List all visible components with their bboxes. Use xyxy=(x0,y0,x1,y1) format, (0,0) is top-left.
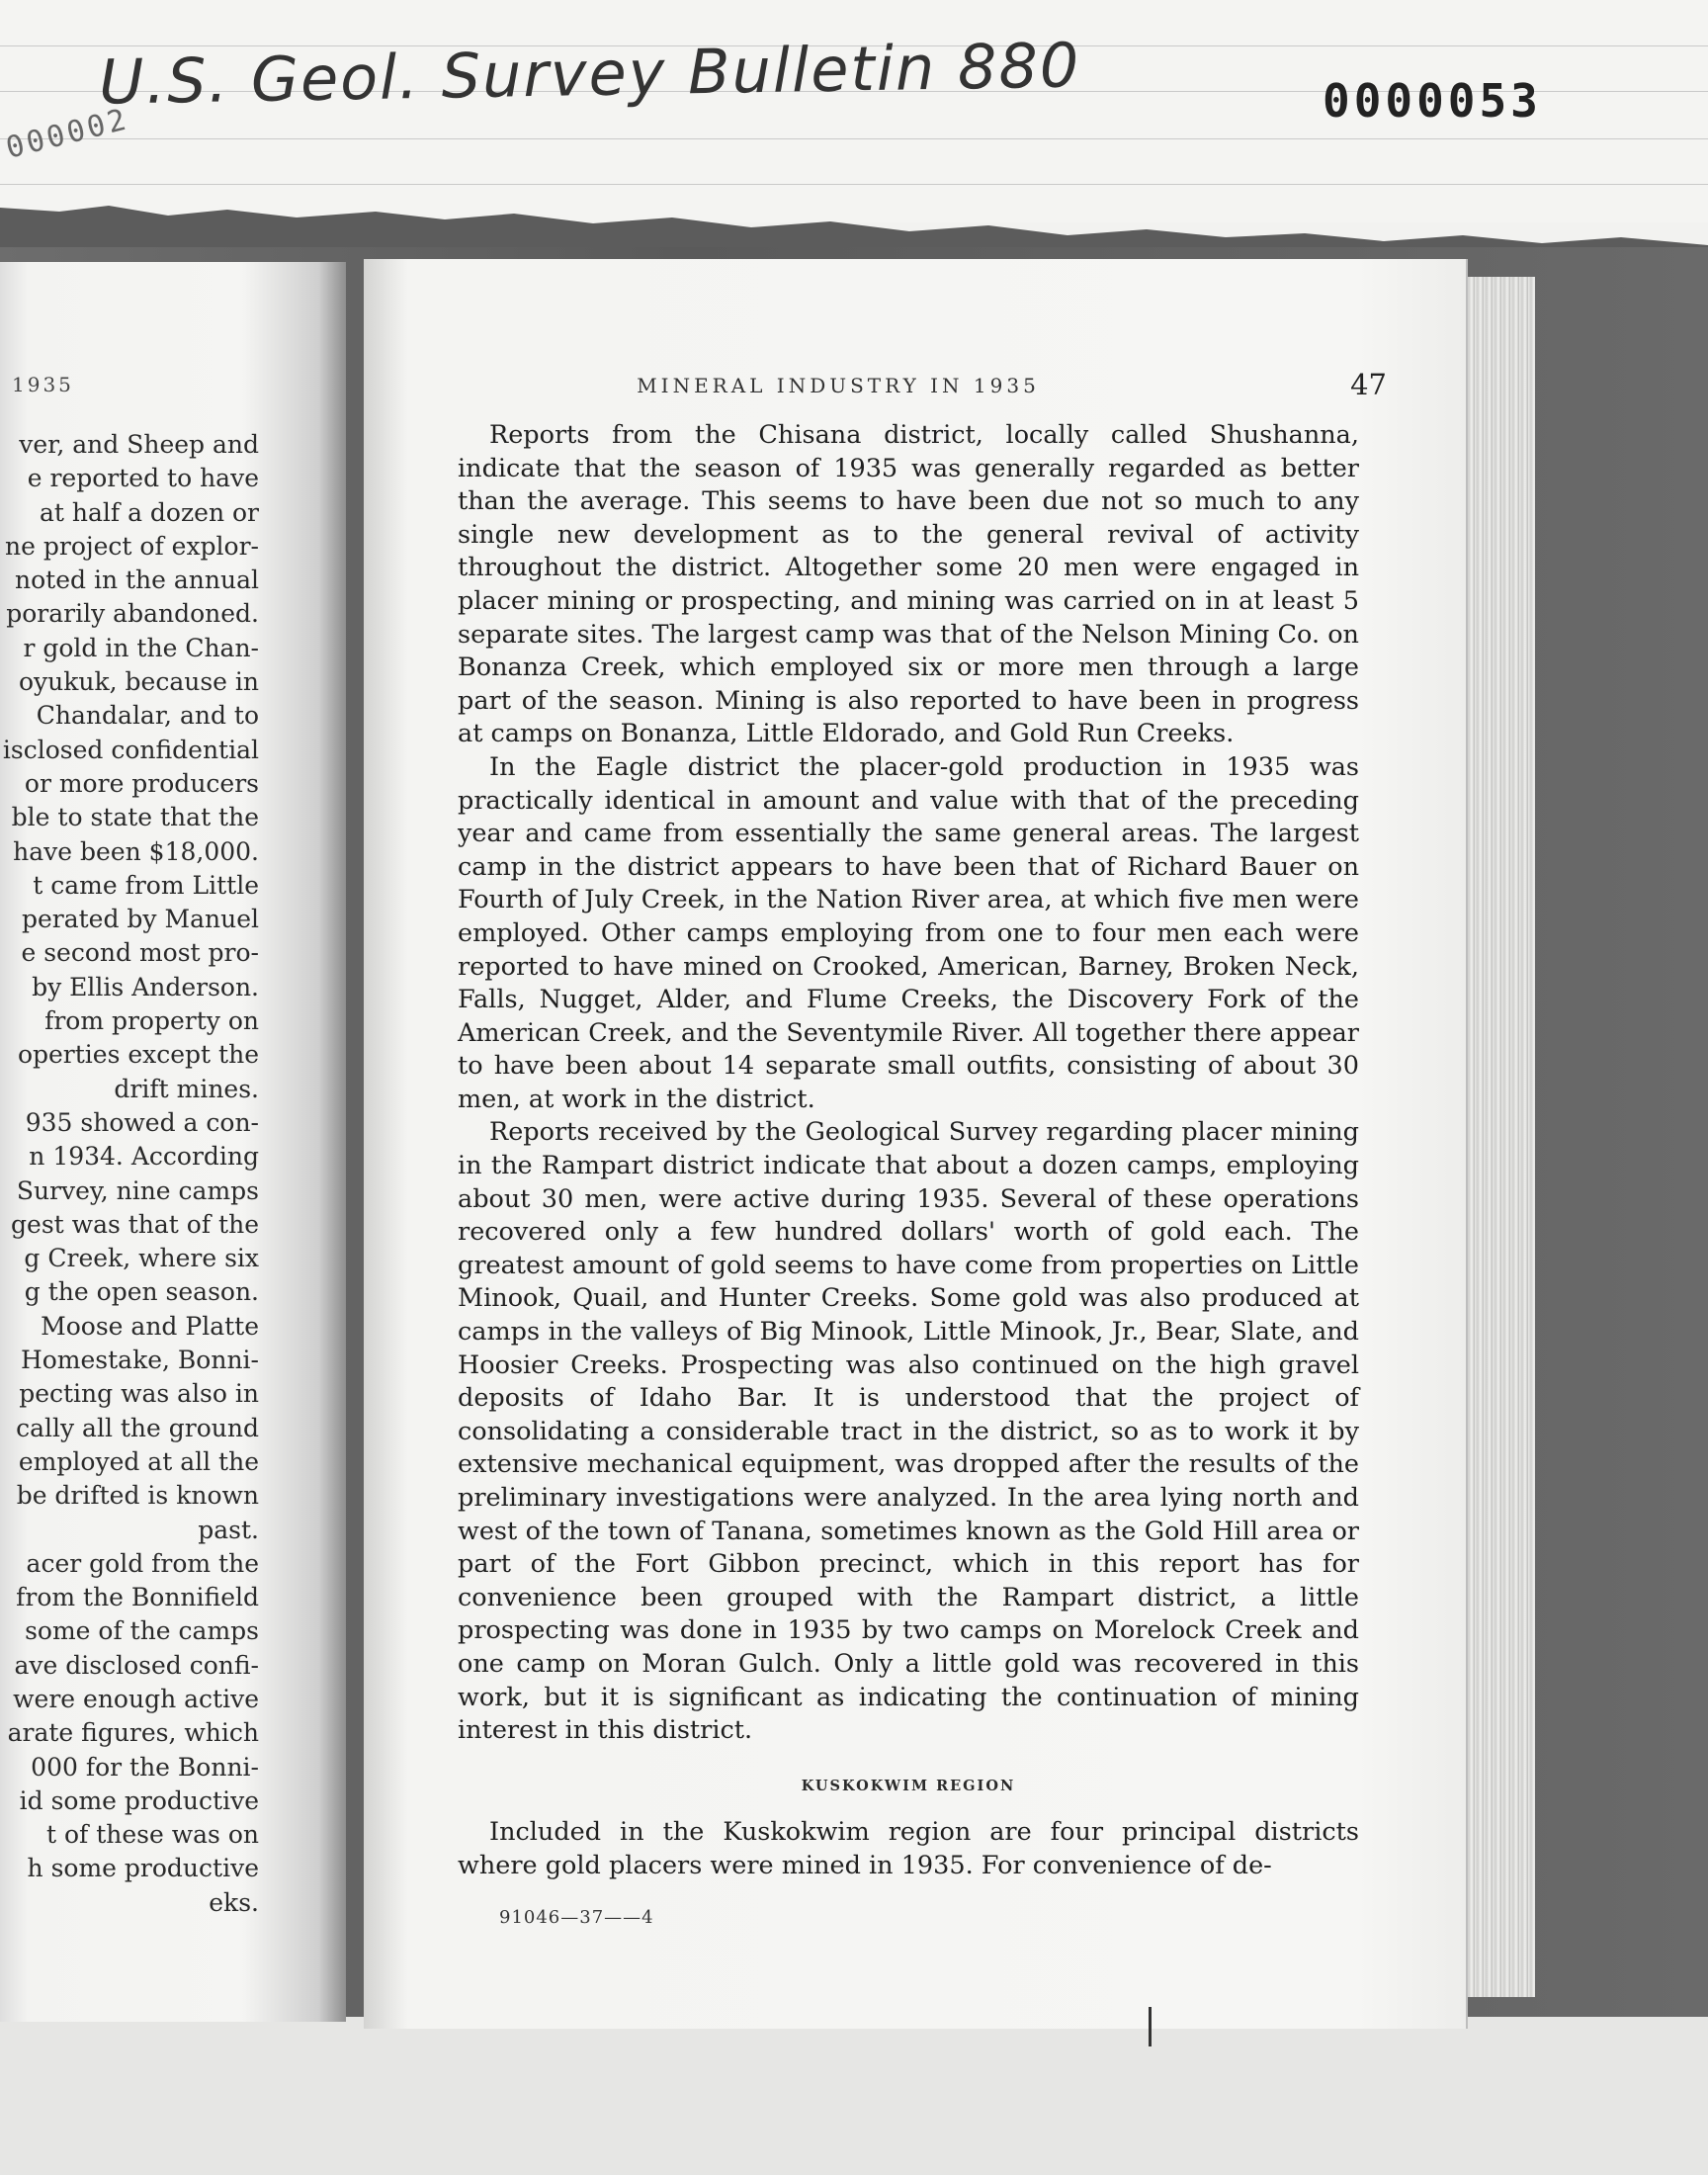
pencil-mark xyxy=(1149,2007,1152,2046)
body-text xyxy=(458,419,1359,1883)
left-page-line: id some productive xyxy=(19,1785,259,1815)
left-page-line: e reported to have xyxy=(27,464,259,493)
paragraph-eagle: In the Eagle district the placer-gold production in 1935 was practically identical in amount and value with that of the preceding year and came from essentially the same general areas. The largest camp in the district appears to have been that of Richard Bauer on Fourth of July Creek, in the Nation River area, at which five men were employed. Other camps employing from one to four men each were reported to have mined on Crooked, American, Barney, Broken Neck, Falls, Nugget, Alder, and Flume Creeks, the Discovery Fork of the American Creek, and the Seventymile River. All together there appear to have been about 14 separate small outfits, consisting of about 30 men, at work in the district. xyxy=(458,751,1359,1114)
section-heading: KUSKOKWIM REGION xyxy=(801,1777,1016,1794)
left-page-line: n 1934. According xyxy=(29,1142,259,1172)
left-page-line: from property on xyxy=(44,1006,259,1036)
left-page-line: t of these was on xyxy=(46,1820,259,1850)
left-page-line: eks. xyxy=(209,1887,259,1917)
left-page-line: noted in the annual xyxy=(15,566,259,595)
left-page-line: arate figures, which xyxy=(7,1718,259,1748)
left-page-line: pecting was also in xyxy=(19,1379,259,1409)
rotated-stamp: 000002 xyxy=(2,102,132,166)
left-running-head: 1935 xyxy=(12,373,74,396)
running-head: MINERAL INDUSTRY IN 1935 xyxy=(637,374,1040,397)
right-page xyxy=(364,259,1466,2029)
left-page-line: gest was that of the xyxy=(11,1209,259,1239)
left-page-line: oyukuk, because in xyxy=(18,667,259,697)
left-page-line: ble to state that the xyxy=(11,803,259,832)
left-page-line: at half a dozen or xyxy=(39,497,259,527)
page-number: 47 xyxy=(1350,368,1387,401)
left-page-line: Homestake, Bonni- xyxy=(20,1346,259,1375)
left-page-line: ver, and Sheep and xyxy=(19,430,259,459)
left-page-line: drift mines. xyxy=(114,1074,259,1103)
left-page-line: 935 showed a con- xyxy=(25,1107,259,1137)
left-page-line: e second most pro- xyxy=(21,938,259,968)
left-page-line: past. xyxy=(198,1515,259,1544)
left-page-line: ne project of explor- xyxy=(5,531,259,561)
paragraph-rampart: Reports received by the Geological Survey regarding placer mining in the Rampart district indicate that about a dozen camps, employing about 30 men, were active during 1935. Several of these operations recovered only a few hundred dollars' worth of gold each. The greatest amount of gold seems to have come from properties on Little Minook, Quail, and Hunter Creeks. Some gold was also produced at camps in the valleys of Big Minook, Little Minook, Jr., Bear, Slate, and Hoosier Creeks. Prospecting was also continued on the high gravel deposits of Idaho Bar. It is understood that the project of consolidating a considerable tract in the district, so as to work it by extensive mechanical equipment, was dropped after the results of the preliminary investigations were analyzed. In the area lying north and west of the town of Tanana, sometimes known as the Gold Hill area or part of the Fort Gibbon precinct, which in this report has for convenience been grouped with the Rampart district, a little prospecting was done in 1935 by two camps on Morelock Creek and one camp on Moran Gulch. Only a little gold was recovered in this work, but it is significant as indicating the continuation of mining interest in this district. xyxy=(458,1117,1359,1746)
page-edges xyxy=(1466,277,1535,1997)
printer-signature: 91046—37——4 xyxy=(499,1907,654,1928)
label-strip xyxy=(0,0,1708,222)
left-page-line: employed at all the xyxy=(18,1446,259,1476)
left-page-line: perated by Manuel xyxy=(21,905,259,934)
left-page-line: cally all the ground xyxy=(16,1413,259,1442)
left-page-line: by Ellis Anderson. xyxy=(32,972,259,1001)
left-page-line: Moose and Platte xyxy=(41,1311,259,1341)
left-page-line: operties except the xyxy=(17,1040,259,1070)
handwritten-title: U.S. Geol. Survey Bulletin 880 xyxy=(98,29,1081,119)
left-page-line: from the Bonnifield xyxy=(16,1583,259,1612)
left-page-line: g Creek, where six xyxy=(24,1244,259,1273)
left-page-line: r gold in the Chan- xyxy=(23,633,259,662)
left-page-line: be drifted is known xyxy=(16,1481,259,1511)
left-page-line: t came from Little xyxy=(33,870,259,900)
left-page xyxy=(0,262,346,2022)
left-page-line: 000 for the Bonni- xyxy=(31,1752,259,1782)
paragraph-kuskokwim: Included in the Kuskokwim region are four principal districts where gold placers were mined in 1935. For convenience of de- xyxy=(458,1817,1359,1880)
left-page-line: have been $18,000. xyxy=(13,836,259,866)
paragraph-chisana: Reports from the Chisana district, locally called Shushanna, indicate that the season of 1935 was generally regarded as better than the average. This seems to have been due not so much to any single new development as to the general revival of activity throughout the district. Altogether some 20 men were engaged in placer mining or prospecting, and mining was carried on in at least 5 separate sites. The largest camp was that of the Nelson Mining Co. on Bonanza Creek, which employed six or more men through a large part of the season. Mining is also reported to have been in progress at camps on Bonanza, Little Eldorado, and Gold Run Creeks. xyxy=(458,420,1359,749)
left-page-line: Chandalar, and to xyxy=(36,701,259,731)
left-page-line: g the open season. xyxy=(24,1277,259,1307)
left-page-line: porarily abandoned. xyxy=(6,599,259,629)
left-page-line: Survey, nine camps xyxy=(16,1175,259,1205)
left-page-text xyxy=(3,428,259,1920)
left-page-line: isclosed confidential xyxy=(2,735,259,764)
left-page-line: some of the camps xyxy=(25,1616,259,1646)
left-page-line: acer gold from the xyxy=(26,1548,259,1578)
document-number: 0000053 xyxy=(1323,74,1542,128)
left-page-line: ave disclosed confi- xyxy=(14,1650,259,1680)
left-page-line: were enough active xyxy=(13,1684,259,1713)
page-header xyxy=(458,370,1387,399)
left-page-line: or more producers xyxy=(24,768,259,798)
left-page-line: h some productive xyxy=(27,1854,259,1883)
